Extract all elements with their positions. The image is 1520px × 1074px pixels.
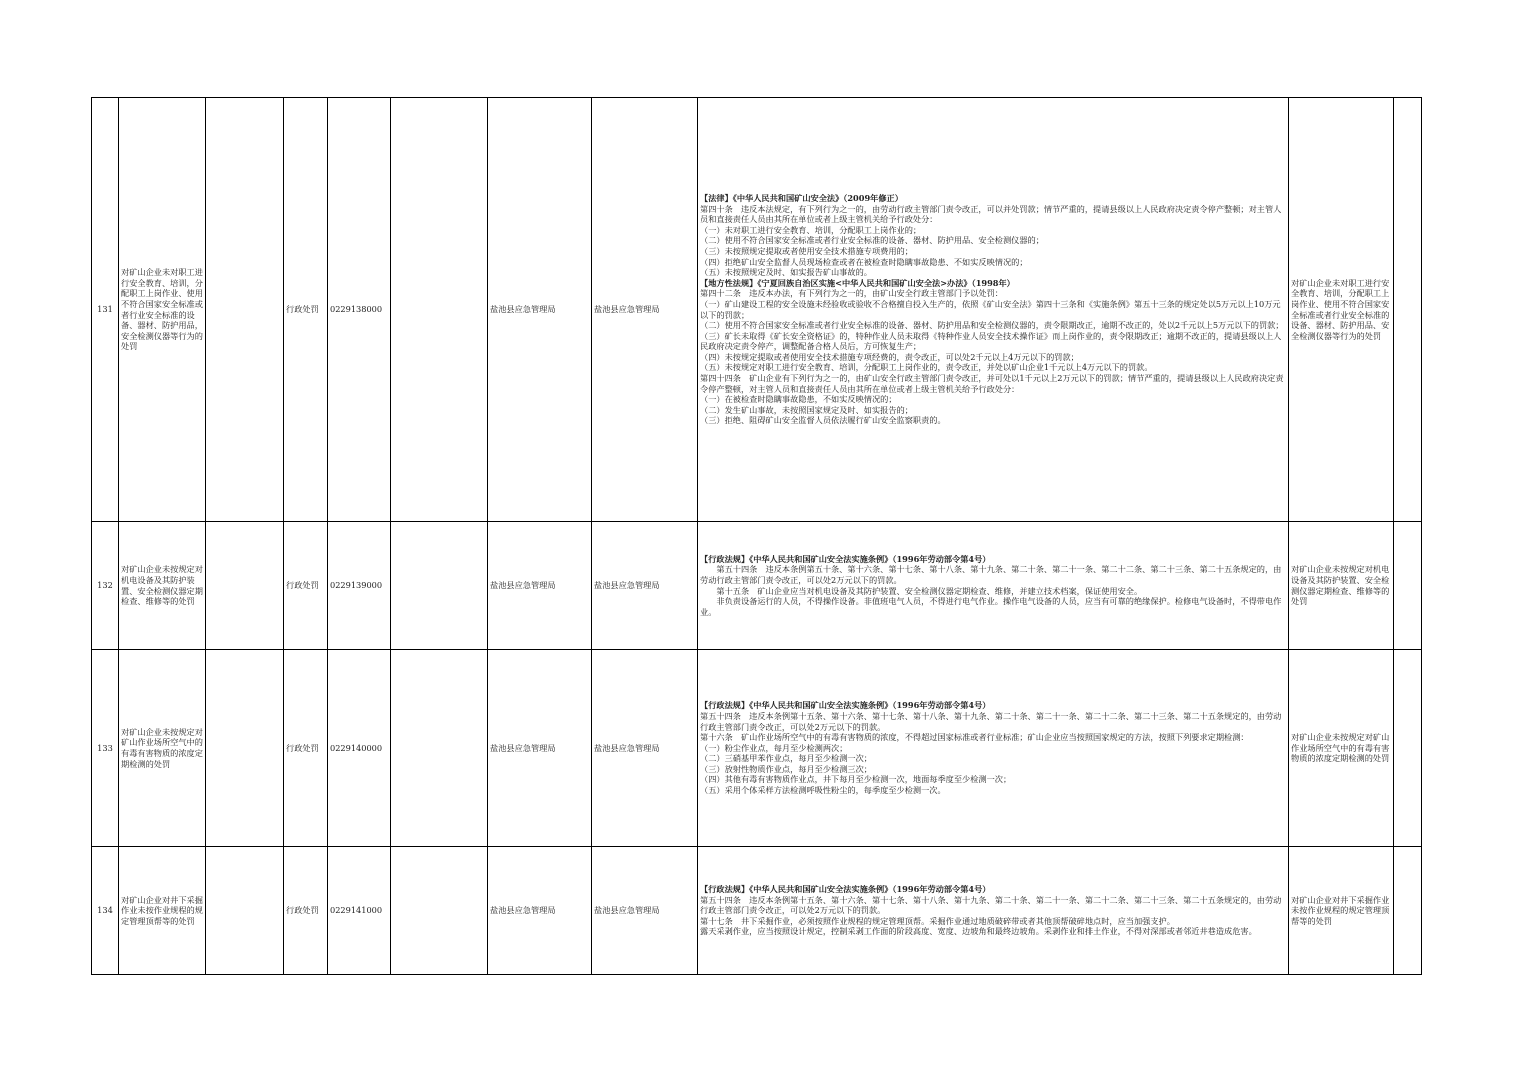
basis-line: 第四十二条 违反本办法，有下列行为之一的，由矿山安全行政主管部门予以处罚： <box>700 288 1003 299</box>
basis-line: 露天采剥作业，应当按照设计规定，控制采剥工作面的阶段高度、宽度、边坡角和最终边坡角。采剥作业和排土作业，不得对深部或者邻近井巷造成危害。 <box>700 926 1257 937</box>
blank-cell <box>391 650 488 847</box>
table-row <box>92 650 1422 847</box>
remarks-cell <box>1394 847 1422 975</box>
row-number: 131 <box>92 98 119 522</box>
basis-line: （四）拒绝矿山安全监督人员现场检查或者在被检查时隐瞒事故隐患、不如实反映情况的； <box>700 256 1028 267</box>
blank-cell <box>391 98 488 522</box>
table-row <box>92 847 1422 975</box>
basis-line: （一）矿山建设工程的安全设施未经验收或验收不合格擅自投入生产的，依照《矿山安全法》第四十三条和《实施条例》第五十三条的规定处以5万元以上10万元以下的罚款； <box>700 298 1281 320</box>
sub-item-cell <box>206 650 284 847</box>
basis-line: （五）未按规定对职工进行安全教育、培训，分配职工上岗作业的，责令改正，并处以矿山企业1千元以上4万元以下的罚款。 <box>700 362 1153 373</box>
row-number: 133 <box>92 650 119 847</box>
basis-line: 第五十四条 违反本条例第十五条、第十六条、第十七条、第十八条、第十九条、第二十条、第二十一条、第二十二条、第二十三条、第二十五条规定的，由劳动行政主管部门责令改正，可以处2万元以下的罚款。 <box>700 894 1282 916</box>
basis-line: （二）三硝基甲苯作业点，每月至少检测一次； <box>700 753 872 764</box>
remarks-cell <box>1394 650 1422 847</box>
basis-line: （二）使用不符合国家安全标准或者行业安全标准的设备、器材、防护用品和安全检测仪器的，责令限期改正，逾期不改正的，处以2千元以上5万元以下的罚款； <box>700 320 1284 331</box>
item-name: 对矿山企业未对职工进行安全教育、培训，分配职工上岗作业、使用不符合国家安全标准或者行业安全标准的设备、器材、防护用品，安全检测仪器等行为的处罚 <box>119 98 206 522</box>
basis-line: （一）粉尘作业点，每月至少检测两次； <box>700 742 848 753</box>
sub-item-cell <box>206 98 284 522</box>
item-type: 行政处罚 <box>284 98 328 522</box>
item-type: 行政处罚 <box>284 650 328 847</box>
basis-line: （一）未对职工进行安全教育、培训，分配职工上岗作业的； <box>700 224 922 235</box>
row-number: 132 <box>92 522 119 650</box>
basis-line: 【法律】《中华人民共和国矿山安全法》（2009年修正） <box>700 192 903 203</box>
responsible-department: 盐池县应急管理局 <box>592 522 698 650</box>
basis-line: 第四十四条 矿山企业有下列行为之一的，由矿山安全行政主管部门责令改正，并可处以1千元以上2万元以下的罚款；情节严重的，提请县级以上人民政府决定责令停产整顿，对主管人员和直接责任人员由其所在单位或者上级主管机关给予行政处分： <box>700 373 1284 394</box>
basis-line: （二）发生矿山事故，未按照国家规定及时、如实报告的； <box>700 404 913 415</box>
item-code: 0229139000 <box>328 522 391 650</box>
implementing-department: 盐池县应急管理局 <box>488 650 592 847</box>
basis-line: 【行政法规】《中华人民共和国矿山安全法实施条例》（1996年劳动部令第4号） <box>700 884 991 895</box>
implementing-department: 盐池县应急管理局 <box>488 847 592 975</box>
basis-line: 第五十四条 违反本条例第十五条、第十六条、第十七条、第十八条、第十九条、第二十条、第二十一条、第二十二条、第二十三条、第二十五条规定的，由劳动行政主管部门责令改正，可以处2万元以下的罚款。 <box>700 710 1282 732</box>
basis-line: 第十七条 井下采掘作业，必须按照作业规程的规定管理顶帮。采掘作业通过地质破碎带或者其他顶帮破碎地点时，应当加强支护。 <box>700 915 1175 926</box>
basis-line: （二）使用不符合国家安全标准或者行业安全标准的设备、器材、防护用品、安全检测仪器的； <box>700 235 1044 246</box>
basis-line: 非负责设备运行的人员，不得操作设备。非值班电气人员，不得进行电气作业。操作电气设备的人员，应当有可靠的绝缘保护。检修电气设备时，不得带电作业。 <box>700 596 1282 617</box>
legal-basis <box>698 98 1289 522</box>
sub-item-cell <box>206 522 284 650</box>
implementing-department: 盐池县应急管理局 <box>488 522 592 650</box>
basis-line: （三）放射性物质作业点，每月至少检测三次； <box>700 763 872 774</box>
remarks-cell <box>1394 98 1422 522</box>
item-code: 0229141000 <box>328 847 391 975</box>
basis-line: 第十六条 矿山作业场所空气中的有毒有害物质的浓度，不得超过国家标准或者行业标准；矿山企业应当按照国家规定的方法，按照下列要求定期检测： <box>700 732 1249 743</box>
item-name: 对矿山企业未按规定对机电设备及其防护装置、安全检测仪器定期检查、维修等的处罚 <box>119 522 206 650</box>
basis-line: （三）拒绝、阻碍矿山安全监督人员依法履行矿山安全监察职责的。 <box>700 415 946 426</box>
basis-line: （四）未按规定提取或者使用安全技术措施专项经费的，责令改正，可以处2千元以上4万元以下的罚款； <box>700 351 1079 362</box>
item-code: 0229138000 <box>328 98 391 522</box>
table-row <box>92 522 1422 650</box>
basis-line: （五）采用个体采样方法检测呼吸性粉尘的，每季度至少检测一次。 <box>700 785 946 796</box>
legal-basis <box>698 847 1289 975</box>
item-code: 0229140000 <box>328 650 391 847</box>
basis-line: 第四十条 违反本法规定，有下列行为之一的，由劳动行政主管部门责令改正，可以并处罚款；情节严重的，提请县级以上人民政府决定责令停产整顿；对主管人员和直接责任人员由其所在单位或者上级主管机关给予行政处分： <box>700 203 1282 225</box>
basis-line: （三）未按照规定提取或者使用安全技术措施专项费用的； <box>700 245 913 256</box>
basis-line: （五）未按照规定及时、如实报告矿山事故的。 <box>700 267 872 278</box>
basis-line: （四）其他有毒有害物质作业点，井下每月至少检测一次，地面每季度至少检测一次； <box>700 774 1012 785</box>
item-type: 行政处罚 <box>284 522 328 650</box>
legal-basis <box>698 650 1289 847</box>
blank-cell <box>391 522 488 650</box>
row-number: 134 <box>92 847 119 975</box>
responsible-department: 盐池县应急管理局 <box>592 847 698 975</box>
basis-line: 【行政法规】《中华人民共和国矿山安全法实施条例》（1996年劳动部令第4号） <box>700 553 991 564</box>
basis-line: 【地方性法规】《宁夏回族自治区实施<中华人民共和国矿山安全法>办法》（1998年） <box>700 277 1015 288</box>
basis-line: 第十五条 矿山企业应当对机电设备及其防护装置、安全检测仪器定期检查、维修，并建立技术档案，保证使用安全。 <box>700 585 1143 596</box>
item-type: 行政处罚 <box>284 847 328 975</box>
responsible-department: 盐池县应急管理局 <box>592 98 698 522</box>
item-name: 对矿山企业对井下采掘作业未按作业规程的规定管理顶帮等的处罚 <box>119 847 206 975</box>
remarks-cell <box>1394 522 1422 650</box>
implementing-department: 盐池县应急管理局 <box>488 98 592 522</box>
table-row <box>92 98 1422 522</box>
item-description: 对矿山企业未对职工进行安全教育、培训，分配职工上岗作业、使用不符合国家安全标准或者行业安全标准的设备、器材、防护用品、安全检测仪器等行为的处罚 <box>1289 98 1394 522</box>
legal-basis <box>698 522 1289 650</box>
blank-cell <box>391 847 488 975</box>
item-description: 对矿山企业对井下采掘作业未按作业规程的规定管理顶帮等的处罚 <box>1289 847 1394 975</box>
power-list-table <box>91 97 1422 975</box>
responsible-department: 盐池县应急管理局 <box>592 650 698 847</box>
basis-line: （三）矿长未取得《矿长安全资格证》的，特种作业人员未取得《特种作业人员安全技术操作证》而上岗作业的，责令限期改正；逾期不改正的，提请县级以上人民政府决定责令停产，调整配备合格人员后，方可恢复生产； <box>700 330 1282 352</box>
item-name: 对矿山企业未按规定对矿山作业场所空气中的有毒有害物质的浓度定期检测的处罚 <box>119 650 206 847</box>
basis-line: 【行政法规】《中华人民共和国矿山安全法实施条例》（1996年劳动部令第4号） <box>700 700 991 711</box>
sub-item-cell <box>206 847 284 975</box>
item-description: 对矿山企业未按规定对机电设备及其防护装置、安全检测仪器定期检查、维修等的处罚 <box>1289 522 1394 650</box>
basis-line: 第五十四条 违反本条例第五十条、第十六条、第十七条、第十八条、第十九条、第二十条、第二十一条、第二十二条、第二十三条、第二十五条规定的，由劳动行政主管部门责令改正，可以处2万元以下的罚款。 <box>700 564 1282 585</box>
basis-line: （一）在被检查时隐瞒事故隐患，不如实反映情况的； <box>700 394 897 405</box>
item-description: 对矿山企业未按规定对矿山作业场所空气中的有毒有害物质的浓度定期检测的处罚 <box>1289 650 1394 847</box>
